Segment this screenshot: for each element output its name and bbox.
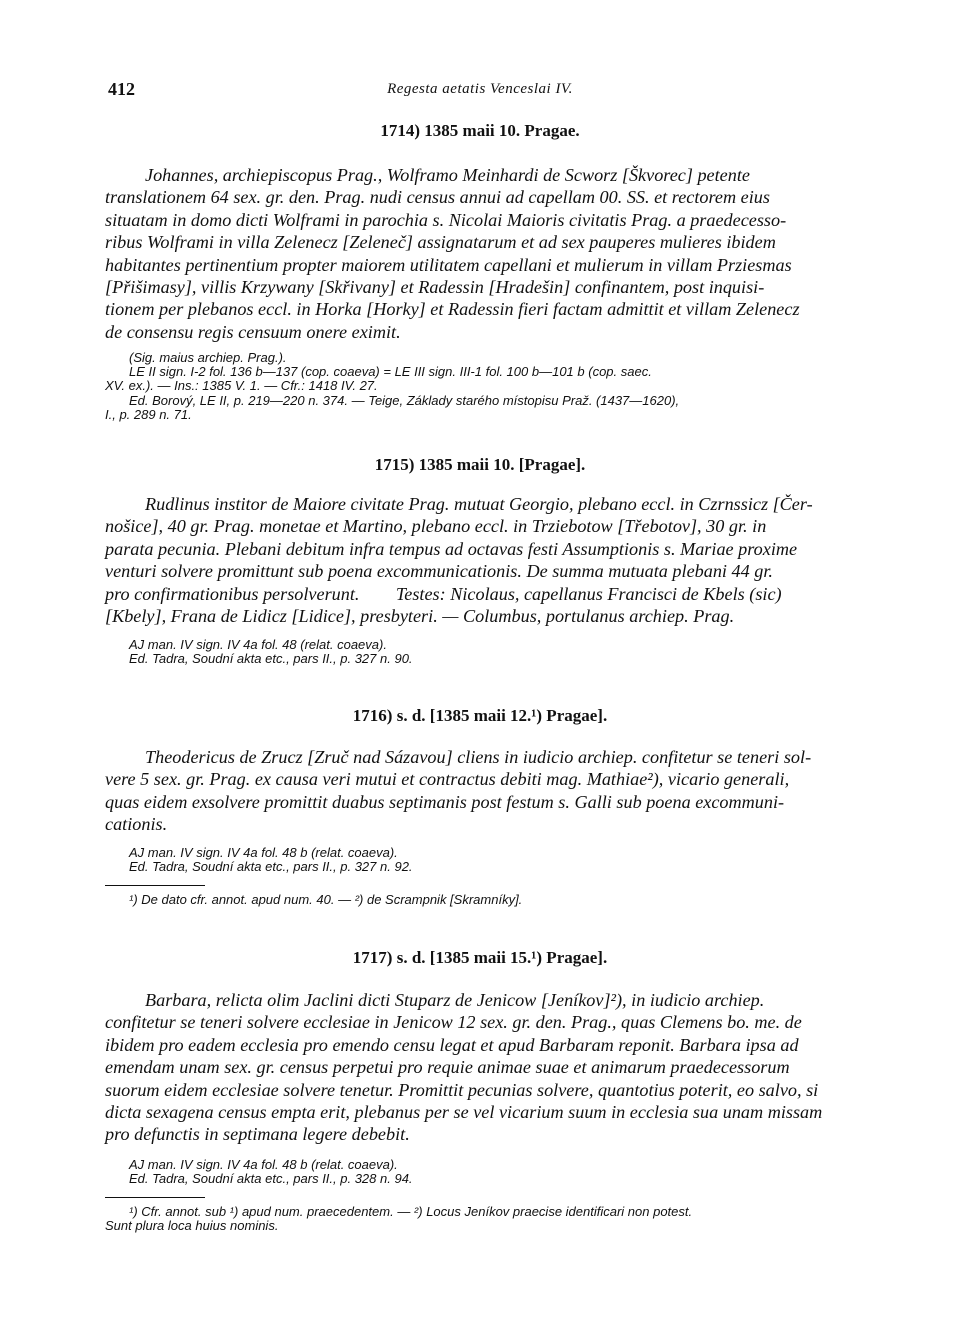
text-line: Johannes, archiepiscopus Prag., Wolframo Meinhardi de Scworz [Škvorec] petente — [145, 165, 750, 185]
text-line: cationis. — [105, 814, 168, 835]
entry-sources-1715 — [105, 638, 857, 666]
source-line: I., p. 289 n. 71. — [105, 406, 192, 422]
entry-footnotes-1717 — [105, 1205, 857, 1233]
entry-sources-1716 — [105, 846, 857, 874]
text-line: habitantes pertinentium propter maiorem utilitatem capellani et mulierum in villam Prziesmas — [105, 254, 792, 275]
entry-heading-1715: 1715) 1385 maii 10. [Pragae]. — [374, 455, 586, 474]
text-line: situatam in domo dicti Wolframi in parochia s. Nicolai Maioris civitatis Prag. a praedecesso- — [105, 209, 787, 230]
footnote-divider — [105, 885, 205, 886]
entry-heading-1714: 1714) 1385 maii 10. Pragae. — [380, 121, 580, 140]
source-line: XV. ex.). — Ins.: 1385 V. 1. — Cfr.: 1418 IV. 27. — [105, 378, 378, 394]
source-line: AJ man. IV sign. IV 4a fol. 48 b (relat. coaeva). — [129, 1157, 398, 1172]
text-line: suorum eidem ecclesiae solvere tenetur. Promittit pecunias solvere, quantotius poterit, eo salvo, si — [105, 1079, 819, 1100]
entry-sources-1714 — [105, 351, 857, 422]
text-line: translationem 64 sex. gr. den. Prag. nudi census annui ad capellam 00. SS. et rectorem eius — [105, 187, 770, 208]
text-line: nošice], 40 gr. Prag. monetae et Martino, plebano eccl. in Trziebotow [Třebotov], 30 gr. in — [105, 516, 767, 537]
text-line: quas eidem exsolvere promittit duabus septimanis post festum s. Galli sub poena excommuni- — [105, 791, 785, 812]
source-line: Ed. Borový, LE II, p. 219—220 n. 374. — Teige, Základy starého místopisu Praž. (1437—1620), — [129, 392, 680, 408]
text-line: [Kbely], Frana de Lidicz [Lidice], presbyteri. — Columbus, portulanus archiep. Prag. — [105, 606, 735, 627]
entry-heading-1717: 1717) s. d. [1385 maii 15.¹) Pragae]. — [352, 948, 608, 967]
text-line: ribus Wolframi in villa Zelenecz [Zeleneč] assignatarum et ad sex pauperes mulieres ibidem — [105, 232, 776, 253]
entry-footnotes-1716 — [105, 893, 857, 907]
footnote-line: ¹) Cfr. annot. sub ¹) apud num. praecedentem. — ²) Locus Jeníkov praecise identificari non potest. — [129, 1204, 693, 1219]
entry-text-1715 — [105, 493, 857, 627]
text-line: dicta sexagena census empta erit, plebanus per se vel vicarium suum in ecclesia sua unam missam — [105, 1102, 823, 1123]
text-line: Rudlinus institor de Maiore civitate Prag. mutuat Georgio, plebano eccl. in Czrnssicz [Čer- — [145, 494, 813, 514]
text-line: Theodericus de Zrucz [Zruč nad Sázavou] cliens in iudicio archiep. confitetur se teneri sol- — [145, 747, 812, 767]
source-line: Ed. Tadra, Soudní akta etc., pars II., p. 327 n. 90. — [129, 651, 413, 667]
footnote-line: Sunt plura loca huius nominis. — [105, 1218, 279, 1234]
text-line: Barbara, relicta olim Jaclini dicti Stuparz de Jenicow [Jeníkov]²), in iudicio archiep. — [145, 990, 765, 1010]
entry-text-1716 — [105, 746, 857, 836]
source-line: (Sig. maius archiep. Prag.). — [129, 350, 287, 365]
text-line: vere 5 sex. gr. Prag. ex causa veri mutui et contractus debiti mag. Mathiae²), vicario generali, — [105, 769, 790, 790]
text-line: de consensu regis censuum onere eximit. — [105, 321, 401, 342]
source-line: Ed. Tadra, Soudní akta etc., pars II., p. 328 n. 94. — [129, 1171, 413, 1187]
source-line: AJ man. IV sign. IV 4a fol. 48 (relat. coaeva). — [129, 637, 387, 652]
text-line: confitetur se teneri solvere ecclesiae in Jenicow 12 sex. gr. den. Prag., quas Clemens bo. me. de — [105, 1012, 802, 1033]
running-title: Regesta aetatis Venceslai IV. — [387, 81, 573, 97]
entry-text-1717 — [105, 989, 857, 1146]
footnote-divider — [105, 1197, 205, 1198]
page-number: 412 — [108, 79, 135, 99]
source-line: LE II sign. I-2 fol. 136 b—137 (cop. coaeva) = LE III sign. III-1 fol. 100 b—101 b (cop. saec. — [129, 364, 652, 380]
text-line: venturi solvere promittunt sub poena excommunicationis. De summa mutuata plebani 44 gr. — [105, 561, 773, 582]
entry-text-1714 — [105, 164, 857, 343]
footnote-line: ¹) De dato cfr. annot. apud num. 40. — ²) de Scrampnik [Skramníky]. — [129, 892, 523, 907]
source-line: AJ man. IV sign. IV 4a fol. 48 b (relat. coaeva). — [129, 845, 398, 860]
text-line: pro confirmationibus persolverunt. Testes: Nicolaus, capellanus Francisci de Kbels (sic) — [105, 583, 782, 604]
text-line: pro defunctis in septimana legere debebit. — [105, 1124, 410, 1145]
entry-sources-1717 — [105, 1158, 857, 1186]
entry-heading-1716: 1716) s. d. [1385 maii 12.¹) Pragae]. — [352, 706, 608, 725]
source-line: Ed. Tadra, Soudní akta etc., pars II., p. 327 n. 92. — [129, 859, 413, 875]
text-line: parata pecunia. Plebani debitum infra tempus ad octavas festi Assumptionis s. Mariae proxime — [105, 538, 798, 559]
text-line: [Přišimasy], villis Krzywany [Skřivany] et Radessin [Hradešin] confinantem, post inquisi- — [105, 277, 765, 298]
text-line: emendam unam sex. gr. census perpetui pro requie animae suae et animarum praedecessorum — [105, 1057, 790, 1078]
text-line: ibidem pro eadem ecclesia pro emendo censu legat et apud Barbaram reponit. Barbara ipsa ad — [105, 1034, 799, 1055]
text-line: tionem per plebanos eccl. in Horka [Horky] et Radessin fieri factam admittit et villam Zelenecz — [105, 299, 800, 320]
